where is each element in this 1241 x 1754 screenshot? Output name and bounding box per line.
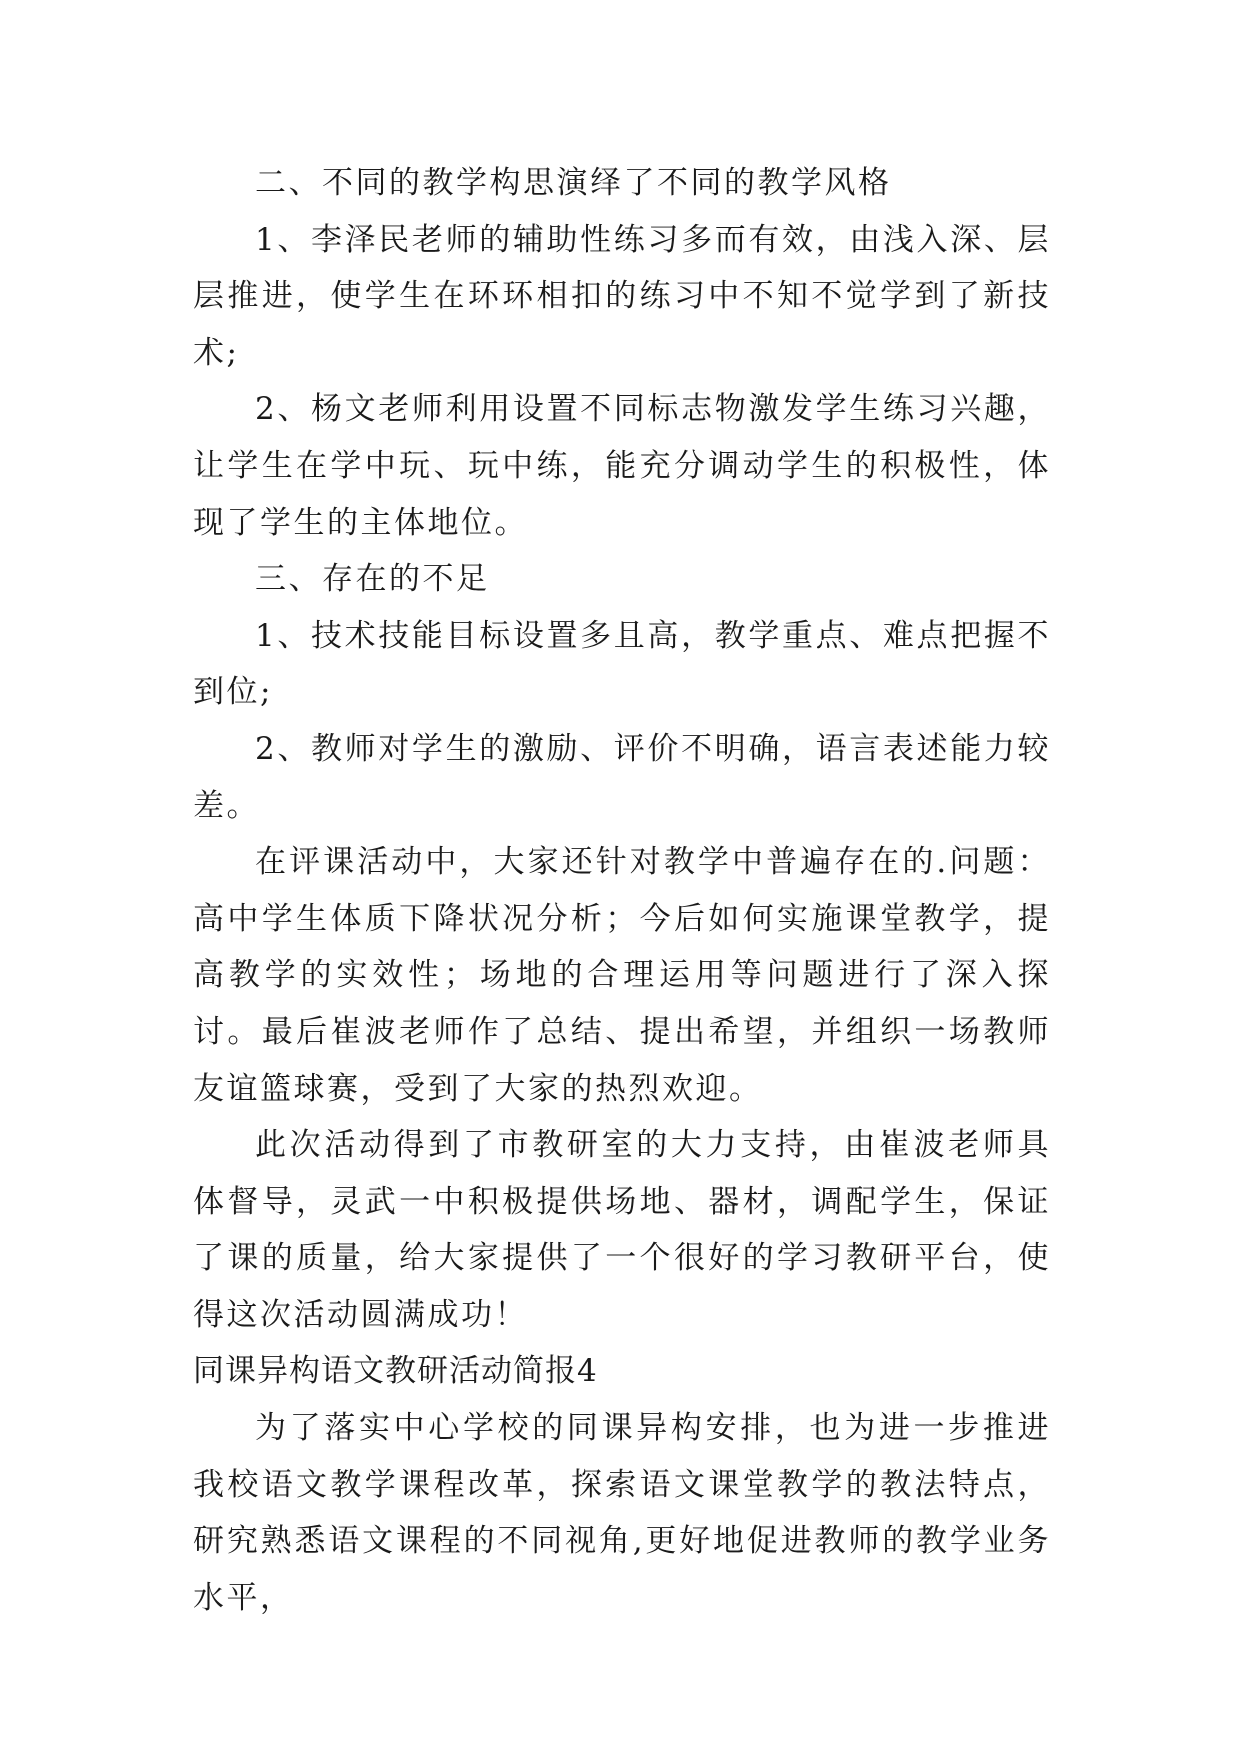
section-title: 同课异构语文教研活动简报4 <box>193 1353 598 1390</box>
paragraph-shortcoming-2: 2、教师对学生的激励、评价不明确，语言表述能力较差。 <box>193 730 1051 824</box>
paragraph-intro-4: 为了落实中心学校的同课异构安排，也为进一步推进我校语文教学课程改革，探索语文课堂教学的教法特点，研究熟悉语文课程的不同视角,更好地促进教师的教学业务水平， <box>193 1410 1051 1616</box>
paragraph-heading-3: 三、存在的不足 <box>255 561 490 598</box>
paragraph-heading-2: 二、不同的教学构思演绎了不同的教学风格 <box>255 165 892 201</box>
paragraph-conclusion: 此次活动得到了市教研室的大力支持，由崔波老师具体督导，灵武一中积极提供场地、器材，调配学生，保证了课的质量，给大家提供了一个很好的学习教研平台，使得这次活动圆满成功！ <box>193 1127 1051 1333</box>
paragraph-item-2: 2、杨文老师利用设置不同标志物激发学生练习兴趣，让学生在学中玩、玩中练，能充分调动学生的积极性，体现了学生的主体地位。 <box>193 391 1051 541</box>
paragraph-item-1: 1、李泽民老师的辅助性练习多而有效，由浅入深、层层推进，使学生在环环相扣的练习中不知不觉学到了新技术; <box>193 221 1051 371</box>
document-page <box>193 155 1051 1626</box>
paragraph-evaluation: 在评课活动中，大家还针对教学中普遍存在的.问题：高中学生体质下降状况分析；今后如何实施课堂教学，提高教学的实效性；场地的合理运用等问题进行了深入探讨。最后崔波老师作了总结、提出希望，并组织一场教师友谊篮球赛，受到了大家的热烈欢迎。 <box>193 844 1051 1107</box>
paragraph-shortcoming-1: 1、技术技能目标设置多且高，教学重点、难点把握不到位; <box>193 617 1051 711</box>
